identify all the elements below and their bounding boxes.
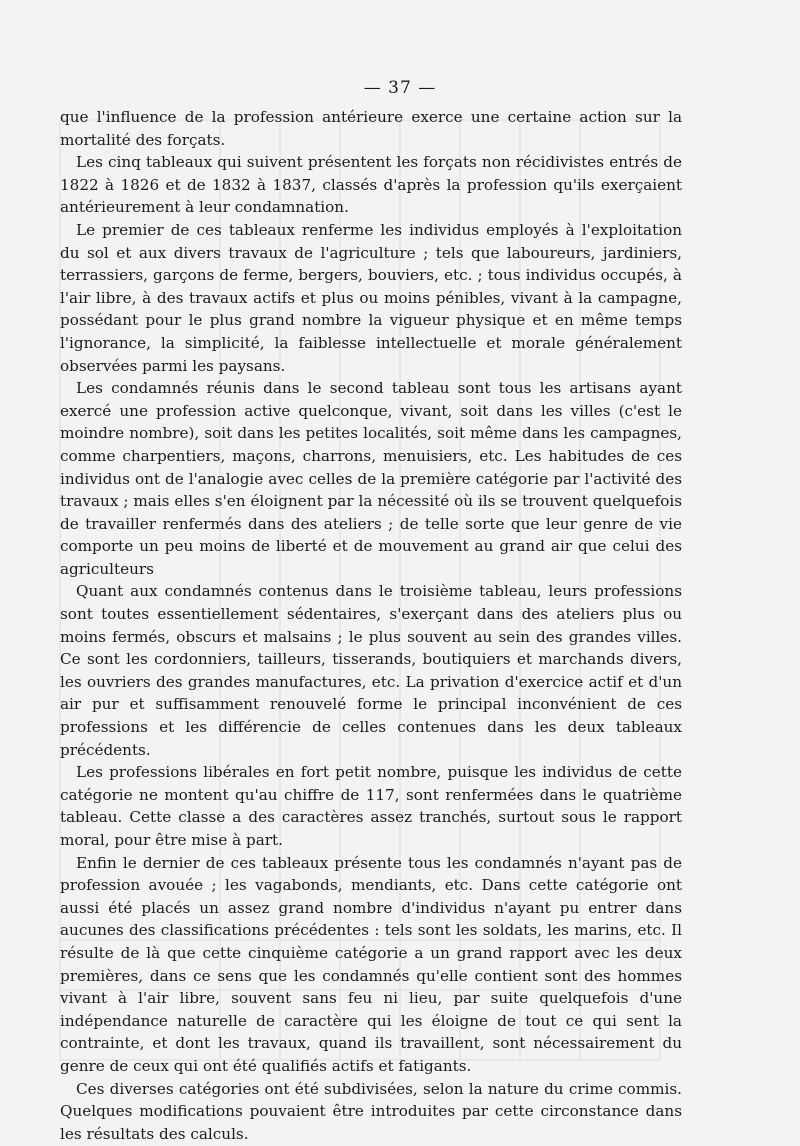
paragraph: Le premier de ces tableaux renferme les individus employés à l'exploitation du sol et aux divers travaux de l'agriculture ; tels que laboureurs, jardiniers, terrassiers, garçons de ferme, bergers, bouviers, etc. ; tous individus occupés, à l'air libre, à des travaux actifs et plus ou moins pénibles, vivant à la campagne, possédant pour le plus grand nombre la vigueur physique et en même temps l'ignorance, la simplicité, la faiblesse intellectuelle et morale généralement observées parmi les paysans. xyxy=(60,220,682,375)
paragraph: Quant aux condamnés contenus dans le troisième tableau, leurs professions sont toutes essentiellement sédentaires, s'exerçant dans des ateliers plus ou moins fermés, obscurs et malsains ; le plus souvent au sein des grandes villes. Ce sont les cordonniers, tailleurs, tisserands, boutiquiers et marchands divers, les ouvriers des grandes manufactures, etc. La privation d'exercice actif et d'un air pur et suffisamment renouvelé forme le principal inconvénient de ces professions et les différencie de celles contenues dans les deux tableaux précédents. xyxy=(60,582,682,759)
body-text xyxy=(60,106,682,1145)
paragraph: Enfin le dernier de ces tableaux présente tous les condamnés n'ayant pas de profession avouée ; les vagabonds, mendiants, etc. Dans cette catégorie ont aussi été placés un assez grand nombre d'individus n'ayant pu entrer dans aucunes des classifications précédentes : tels sont les soldats, les marins, etc. Il résulte de là que cette cinquième catégorie a un grand rapport avec les deux premières, dans ce sens que les condamnés qu'elle contient sont des hommes vivant à l'air libre, souvent sans feu ni lieu, par suite quelquefois d'une indépendance naturelle de caractère qui les éloigne de tout ce qui sent la contrainte, et dont les travaux, quand ils travaillent, sont nécessairement du genre de ceux qui ont été qualifiés actifs et fatigants. xyxy=(60,853,682,1075)
paragraph: Les condamnés réunis dans le second tableau sont tous les artisans ayant exercé une profession active quelconque, vivant, soit dans les villes (c'est le moindre nombre), soit dans les petites localités, soit même dans les campagnes, comme charpentiers, maçons, charrons, menuisiers, etc. Les habitudes de ces individus ont de l'analogie avec celles de la première catégorie par l'activité des travaux ; mais elles s'en éloignent par la nécessité où ils se trouvent quelquefois de travailler renfermés dans des ateliers ; de telle sorte que leur genre de vie comporte un peu moins de liberté et de mouvement au grand air que celui des agriculteurs xyxy=(60,379,682,578)
paragraph: Les cinq tableaux qui suivent présentent les forçats non récidivistes entrés de 1822 à 1826 et de 1832 à 1837, classés d'après la profession qu'ils exerçaient antérieurement à leur condamnation. xyxy=(60,153,682,217)
paragraph: Ces diverses catégories ont été subdivisées, selon la nature du crime commis. Quelques modifications pouvaient être introduites par cette circonstance dans les résultats des calculs. xyxy=(60,1079,682,1143)
page-number: — 37 — xyxy=(363,78,437,98)
paragraph: que l'influence de la profession antérieure exerce une certaine action sur la mortalité des forçats. xyxy=(60,108,682,149)
paragraph: Les professions libérales en fort petit nombre, puisque les individus de cette catégorie ne montent qu'au chiffre de 117, sont renfermées dans le quatrième tableau. Cette classe a des caractères assez tranchés, surtout sous le rapport moral, pour être mise à part. xyxy=(60,763,682,849)
